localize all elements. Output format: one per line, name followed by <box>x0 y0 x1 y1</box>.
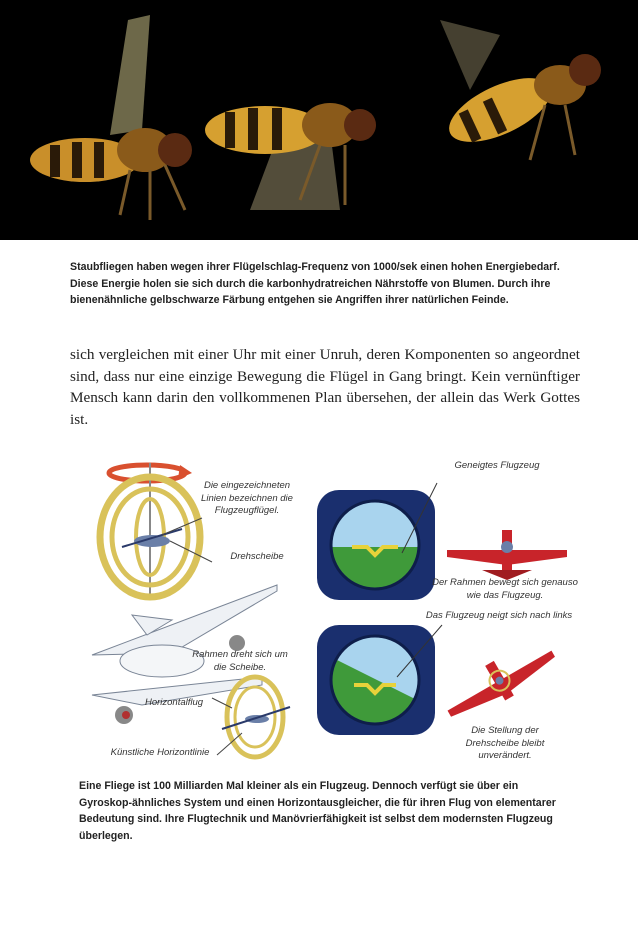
level-flight-label: Horizontalflug <box>144 697 204 708</box>
frame-moves-label: Der Rahmen bewegt sich genauso wie das Flugzeug. <box>432 577 578 601</box>
artificial-horizon-label: Künstliche Horizontlinie <box>110 747 210 758</box>
gyroscope-illustration <box>62 455 582 770</box>
lines-label: Die eingezeichneten Linien bezeichnen die Flugzeugflügel. <box>201 480 293 516</box>
hoverfly-photo <box>0 0 638 240</box>
top-caption: Staubfliegen haben wegen ihrer Flügelschlag-Frequenz von 1000/sek einen hohen Energiebedarf. Diese Energie holen sie sich durch die karbonhydratreichen Nährstoffe von Blumen. Durch ihre bienenähnliche gelbschwarze Färbung entgehen sie Angriffen ihrer natürlichen Feinde. <box>70 261 560 306</box>
red-jet-level-drawing <box>447 530 567 580</box>
plane-tilts-label: Das Flugzeug neigt sich nach links <box>425 610 573 621</box>
disc-label: Drehscheibe <box>230 551 284 562</box>
body-paragraph: sich vergleichen mit einer Uhr mit einer Unruh, deren Komponenten so angeordnet sind, dass nur eine einzige Bewegung die Flügel in Gang bringt. Kein vernünftiger Mensch kann darin den vollkommenen Plan übersehen, der allein das Werk Gottes ist. <box>70 346 580 428</box>
red-jet-tilted-drawing <box>438 633 562 728</box>
bottom-caption: Eine Fliege ist 100 Milliarden Mal kleiner als ein Flugzeug. Dennoch verfügt sie über ein Gyroskop-ähnliches System und einen Horizontausgleicher, die für ihren Flug von elementarer Bedeutung sind. Ihre Flugtechnik und Manövrierfähigkeit ist selbst dem modernsten Flugzeug überlegen. <box>79 780 556 842</box>
disc-position-label: Die Stellung der Drehscheibe bleibt unverändert. <box>465 725 545 761</box>
frame-label: Rahmen dreht sich um die Scheibe. <box>192 649 288 673</box>
attitude-indicator-level-drawing <box>317 483 437 600</box>
tilted-plane-label: Geneigtes Flugzeug <box>454 460 540 471</box>
attitude-indicator-tilted-drawing <box>317 625 442 735</box>
